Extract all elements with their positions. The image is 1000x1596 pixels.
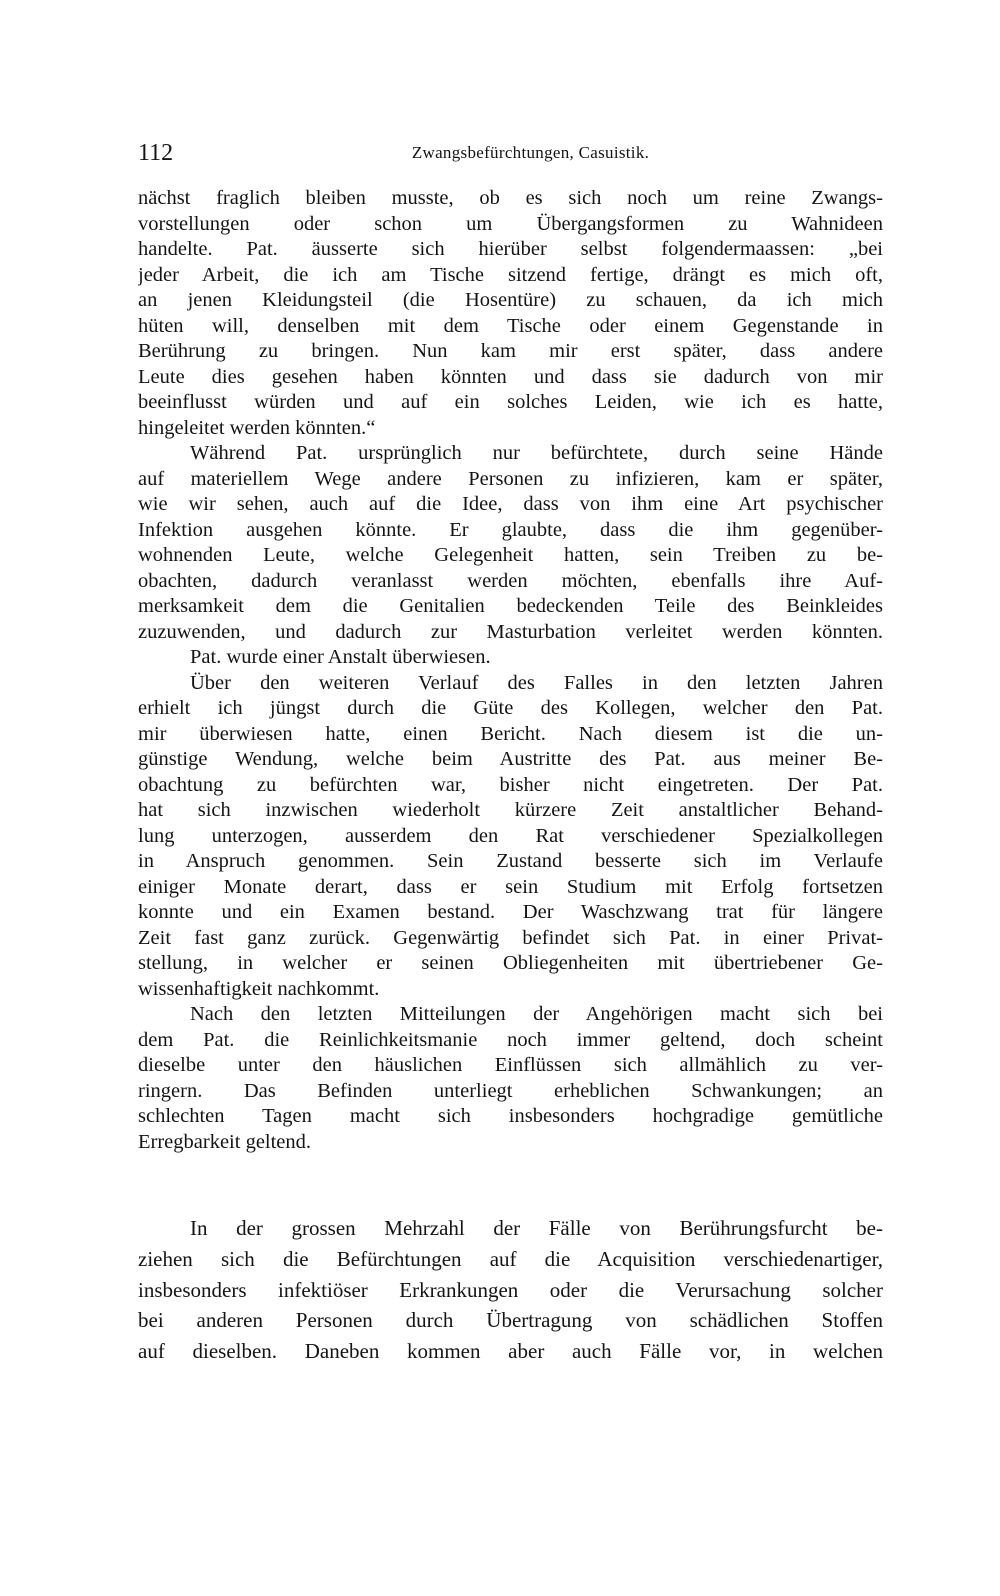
text-line: Während Pat. ursprünglich nur befürchtete, durch seine Hände xyxy=(190,442,883,464)
text-line: ringern. Das Befinden unterliegt erheblichen Schwankungen; an xyxy=(138,1079,883,1102)
text-line: einiger Monate derart, dass er sein Studium mit Erfolg fortsetzen xyxy=(138,875,883,898)
text-line: lung unterzogen, ausserdem den Rat verschiedener Spezialkollegen xyxy=(138,824,883,847)
text-line: mir überwiesen hatte, einen Bericht. Nach diesem ist die un- xyxy=(138,722,883,745)
text-line: Erregbarkeit geltend. xyxy=(138,1130,312,1153)
text-line: ziehen sich die Befürchtungen auf die Acquisition verschiedenartiger, xyxy=(138,1246,883,1271)
text-line: jeder Arbeit, die ich am Tische sitzend fertige, drängt es mich oft, xyxy=(138,263,883,286)
text-line: dem Pat. die Reinlichkeitsmanie noch immer geltend, doch scheint xyxy=(138,1028,883,1051)
text-line: handelte. Pat. äusserte sich hierüber selbst folgendermaassen: „bei xyxy=(138,238,883,260)
text-line: hüten will, denselben mit dem Tische oder einem Gegenstande in xyxy=(138,314,883,337)
running-title: Zwangsbefürchtungen, Casuistik. xyxy=(411,143,650,162)
text-line: obachten, dadurch veranlasst werden möchten, ebenfalls ihre Auf- xyxy=(138,569,883,592)
text-line: Zeit fast ganz zurück. Gegenwärtig befindet sich Pat. in einer Privat- xyxy=(138,926,883,949)
text-line: dieselbe unter den häuslichen Einflüssen sich allmählich zu ver- xyxy=(138,1054,883,1076)
text-line: wohnenden Leute, welche Gelegenheit hatten, sein Treiben zu be- xyxy=(138,544,883,566)
text-line: günstige Wendung, welche beim Austritte des Pat. aus meiner Be- xyxy=(138,748,883,770)
page-header xyxy=(138,138,883,168)
text-line: hingeleitet werden könnten.“ xyxy=(138,416,376,439)
text-line: zuzuwenden, und dadurch zur Masturbation verleitet werden könnten. xyxy=(138,620,883,643)
text-line: beeinflusst würden und auf ein solches Leiden, wie ich es hatte, xyxy=(138,391,883,413)
text-line: wissenhaftigkeit nachkommt. xyxy=(138,977,380,1000)
text-line: Pat. wurde einer Anstalt überwiesen. xyxy=(190,646,491,668)
text-line: hat sich inzwischen wiederholt kürzere Zeit anstaltlicher Behand- xyxy=(138,799,883,821)
text-line: schlechten Tagen macht sich insbesonders hochgradige gemütliche xyxy=(138,1105,883,1127)
text-line: an jenen Kleidungsteil (die Hosentüre) zu schauen, da ich mich xyxy=(138,289,883,311)
text-line: Nach den letzten Mitteilungen der Angehörigen macht sich bei xyxy=(190,1003,883,1025)
text-line: wie wir sehen, auch auf die Idee, dass von ihm eine Art psychischer xyxy=(138,493,883,515)
text-line: insbesonders infektiöser Erkrankungen oder die Verursachung solcher xyxy=(138,1277,883,1302)
text-line: konnte und ein Examen bestand. Der Waschzwang trat für längere xyxy=(138,901,883,923)
text-line: obachtung zu befürchten war, bisher nicht eingetreten. Der Pat. xyxy=(138,773,883,796)
text-line: In der grossen Mehrzahl der Fälle von Berührungsfurcht be- xyxy=(190,1216,883,1240)
text-line: nächst fraglich bleiben musste, ob es sich noch um reine Zwangs- xyxy=(138,187,883,209)
text-line: vorstellungen oder schon um Übergangsformen zu Wahnideen xyxy=(138,212,883,235)
body-text-block-2 xyxy=(138,1213,883,1367)
text-line: Leute dies gesehen haben könnten und dass sie dadurch von mir xyxy=(138,365,883,388)
text-line: merksamkeit dem die Genitalien bedeckenden Teile des Beinkleides xyxy=(138,595,883,617)
text-line: Infektion ausgehen könnte. Er glaubte, dass die ihm gegenüber- xyxy=(138,518,883,541)
text-line: in Anspruch genommen. Sein Zustand besserte sich im Verlaufe xyxy=(138,850,883,872)
text-line: auf materiellem Wege andere Personen zu infizieren, kam er später, xyxy=(138,467,883,490)
text-line: Berührung zu bringen. Nun kam mir erst später, dass andere xyxy=(138,340,883,362)
text-line: Über den weiteren Verlauf des Falles in den letzten Jahren xyxy=(190,671,883,694)
text-line: bei anderen Personen durch Übertragung von schädlichen Stoffen xyxy=(138,1308,883,1333)
body-text-block-1 xyxy=(138,186,883,1155)
text-line: stellung, in welcher er seinen Obliegenheiten mit übertriebener Ge- xyxy=(138,952,883,974)
text-line: erhielt ich jüngst durch die Güte des Kollegen, welcher den Pat. xyxy=(138,697,883,719)
page-number: 112 xyxy=(138,140,174,166)
text-line: auf dieselben. Daneben kommen aber auch Fälle vor, in welchen xyxy=(138,1339,883,1364)
